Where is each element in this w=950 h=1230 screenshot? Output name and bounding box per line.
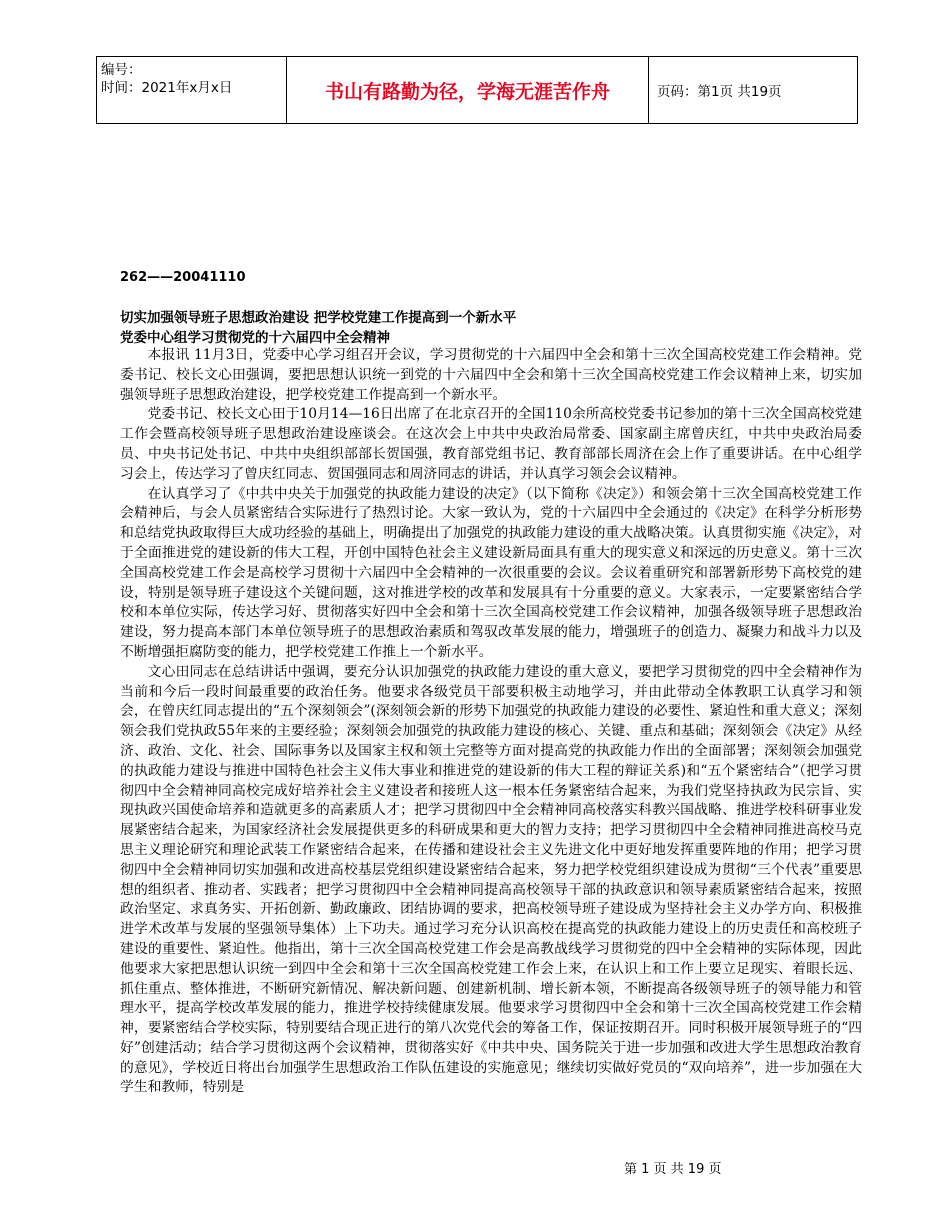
page-footer: 第 1 页 共 19 页 — [624, 1162, 722, 1177]
paragraph: 文心田同志在总结讲话中强调，要充分认识加强党的执政能力建设的重大意义，要把学习贯彻党的四中全会精神作为当前和今后一段时间最重要的政治任务。他要求各级党员干部要积极主动地学习，并由此带动全体教职工认真学习和领会，在曾庆红同志提出的“五个深刻领会”(深刻领会新的形势下加强党的执政能力建设的必要性、紧迫性和重大意义；深刻领会我们党执政55年来的主要经验；深刻领会加强党的执政能力建设的核心、关键、重点和基础；深刻领会《决定》从经济、政治、文化、社会、国际事务以及国家主权和领土完整等方面对提高党的执政能力作出的全面部署；深刻领会加强党的执政能力建设与推进中国特色社会主义伟大事业和推进党的建设新的伟大工程的辩证关系)和“五个紧密结合”（把学习贯彻四中全会精神同高校完成好培养社会主义建设者和接班人这一根本任务紧密结合起来，为我们党坚持执政为民宗旨、实现执政兴国使命培养和造就更多的高素质人才；把学习贯彻四中全会精神同高校落实科教兴国战略、推进学校科研事业发展紧密结合起来，为国家经济社会发展提供更多的科研成果和更大的智力支持；把学习贯彻四中全会精神同推进高校马克思主义理论研究和理论武装工作紧密结合起来，在传播和建设社会主义先进文化中更好地发挥重要阵地的作用；把学习贯彻四中全会精神同切实加强和改进高校基层党组织建设紧密结合起来，努力把学校党组织建设成为贯彻“三个代表”重要思想的组织者、推动者、实践者；把学习贯彻四中全会精神同提高高校领导干部的执政意识和领导素质紧密结合起来，按照政治坚定、求真务实、开拓创新、勤政廉政、团结协调的要求，把高校领导班子建设成为坚持社会主义办学方向、积极推进学术改革与发展的坚强领导集体）上下功夫。通过学习充分认识高校在提高党的执政能力建设上的历史责任和高校班子建设的重要性、紧迫性。他指出，第十三次全国高校党建工作会是高教战线学习贯彻党的四中全会精神的实际体现，因此他要求大家把思想认识统一到四中全会和第十三次全国高校党建工作会上来，在认识上和工作上要立足现实、着眼长远、抓住重点、整体推进，不断研究新情况、解决新问题、创建新机制、增长新本领，不断提高各级领导班子的领导能力和管理水平，提高学校改革发展的能力，推进学校持续健康发展。他要求学习贯彻四中全会和第十三次全国高校党建工作会精神，要紧密结合学校实际，特别要结合现正进行的第八次党代会的筹备工作，保证按期召开。同时积极开展领导班子的“四好”创建活动；结合学习贯彻这两个会议精神，贯彻落实好《中共中央、国务院关于进一步加强和改进大学生思想政治教育的意见》，学校近日将出台加强学生思想政治工作队伍建设的实施意见；继续切实做好党员的“双向培养”，进一步加强在大学生和教师，特别是 — [120, 663, 862, 1096]
document-title: 切实加强领导班子思想政治建设 把学校党建工作提高到一个新水平 — [120, 310, 517, 326]
paragraph: 党委书记、校长文心田于10月14—16日出席了在北京召开的全国110余所高校党委书记参加的第十三次全国高校党建工作会暨高校领导班子思想政治建设座谈会。在这次会上中共中央政治局常委、国家副主席曾庆红，中共中央政治局委员、中央书记处书记、中共中央组织部部长贺国强，教育部党组书记、教育部部长周济在会上作了重要讲话。在中心组学习会上，传达学习了曾庆红同志、贺国强同志和周济同志的讲话，并认真学习领会会议精神。 — [120, 406, 862, 482]
number-label: 编号： — [101, 62, 142, 78]
paragraph: 本报讯 11月3日，党委中心学习组召开会议，学习贯彻党的十六届四中全会和第十三次全国高校党建工作会精神。党委书记、校长文心田强调，要把思想认识统一到党的十六届四中全会和第十三次全国高校党建工作会议精神上来，切实加强领导班子思想政治建设，把学校党建工作提高到一个新水平。 — [120, 347, 862, 403]
page-info: 页码：第1页 共19页 — [657, 84, 782, 100]
document-id: 262——20041110 — [120, 270, 246, 285]
time-label: 时间：2021年x月x日 — [101, 80, 233, 96]
header-table — [96, 56, 858, 124]
document-subtitle: 党委中心组学习贯彻党的十六届四中全会精神 — [120, 330, 390, 346]
motto-text: 书山有路勤为径，学海无涯苦作舟 — [324, 80, 610, 103]
paragraph: 在认真学习了《中共中央关于加强党的执政能力建设的决定》（以下简称《决定》）和领会第十三次全国高校党建工作会精神后，与会人员紧密结合实际进行了热烈讨论。大家一致认为，党的十六届四中全会通过的《决定》在科学分析形势和总结党执政取得巨大成功经验的基础上，明确提出了加强党的执政能力建设的重大战略决策。认真贯彻实施《决定》，对于全面推进党的建设新的伟大工程，开创中国特色社会主义建设新局面具有重大的现实意义和深远的历史意义。第十三次全国高校党建工作会是高校学习贯彻十六届四中全会精神的一次很重要的会议。会议着重研究和部署新形势下高校党的建设，特别是领导班子建设这个关键问题，这对推进学校的改革和发展具有十分重要的意义。大家表示，一定要紧密结合学校和本单位实际，传达学习好、贯彻落实好四中全会和第十三次全国高校党建工作会议精神，加强各级领导班子思想政治建设，努力提高本部门本单位领导班子的思想政治素质和驾驭改革发展的能力，增强班子的创造力、凝聚力和战斗力以及不断增强拒腐防变的能力，把学校党建工作推上一个新水平。 — [120, 485, 862, 660]
header-page-cell — [649, 57, 857, 123]
header-meta-cell — [97, 57, 287, 123]
header-motto-cell — [287, 57, 649, 123]
article-body — [120, 346, 862, 1098]
